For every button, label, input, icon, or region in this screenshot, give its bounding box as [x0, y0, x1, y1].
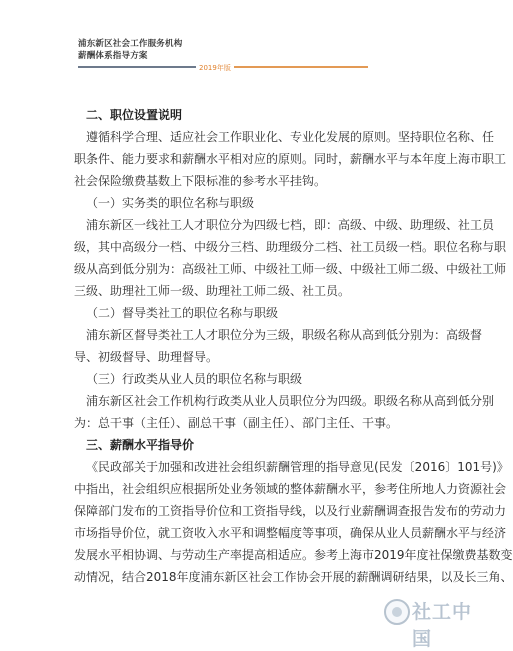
- watermark-text: 社工中国: [412, 601, 473, 650]
- body-line: 遵循科学合理、适应社会工作职业化、专业化发展的原则。坚持职位名称、任: [86, 130, 495, 144]
- header-plan-title: 薪酬体系指导方案: [78, 51, 148, 61]
- body-line: （一）实务类的职位名称与职级: [86, 196, 255, 210]
- watermark-logo: [384, 595, 488, 650]
- body-line: 《民政部关于加强和改进社会组织薪酬管理的指导意见(民发〔2016〕101号)》: [86, 460, 509, 474]
- document-header: [78, 38, 438, 72]
- section-heading: 三、薪酬水平指导价: [86, 438, 195, 452]
- body-line: （三）行政类从业人员的职位名称与职级: [86, 372, 303, 386]
- body-line: 动情况，结合2018年度浦东新区社会工作协会开展的薪酬调研结果，以及长三角、: [74, 570, 513, 584]
- body-line: 浦东新区社会工作机构行政类从业人员职位分为四级。职级名称从高到低分别: [86, 394, 495, 408]
- body-line: 发展水平相协调、与劳动生产率提高相适应。参考上海市2019年度社保缴费基数变: [74, 548, 513, 562]
- body-line: （二）督导类社工的职位名称与职级: [86, 306, 279, 320]
- body-line: 级，其中高级分一档、中级分三档、助理级分二档、社工员级一档。职位名称与职: [74, 240, 507, 254]
- watermark-icon: [384, 599, 410, 625]
- body-line: 浦东新区督导类社工人才职位分为三级，职级名称从高到低分别为：高级督: [86, 328, 483, 342]
- body-line: 为：总干事（主任）、副总干事（副主任）、部门主任、干事。: [74, 416, 399, 430]
- body-line: 导、初级督导、助理督导。: [74, 350, 219, 364]
- header-divider-left: [78, 66, 196, 68]
- body-line: 中指出，社会组织应根据所处业务领域的整体薪酬水平，参考住所地人力资源社会: [74, 482, 507, 496]
- body-line: 职条件、能力要求和薪酬水平相对应的原则。同时，薪酬水平与本年度上海市职工: [74, 152, 507, 166]
- body-line: 保障部门发布的工资指导价位和工资指导线，以及行业薪酬调查报告发布的劳动力: [74, 504, 507, 518]
- section-heading: 二、职位设置说明: [86, 108, 183, 122]
- body-line: 社会保险缴费基数上下限标准的参考水平挂钩。: [74, 174, 327, 188]
- body-line: 市场指导价位，就工资收入水平和调整幅度等事项，确保从业人员薪酬水平与经济: [74, 526, 507, 540]
- body-line: 级从高到低分别为：高级社工师、中级社工师一级、中级社工师二级、中级社工师: [74, 262, 507, 276]
- document-body: [74, 104, 513, 588]
- body-line: 浦东新区一线社工人才职位分为四级七档，即：高级、中级、助理级、社工员: [86, 218, 495, 232]
- header-divider: [78, 63, 368, 71]
- body-line: 三级、助理社工师一级、助理社工师二级、社工员。: [74, 284, 351, 298]
- header-year-badge: 2019年版: [196, 63, 234, 73]
- header-org-name: 浦东新区社会工作服务机构: [78, 39, 183, 49]
